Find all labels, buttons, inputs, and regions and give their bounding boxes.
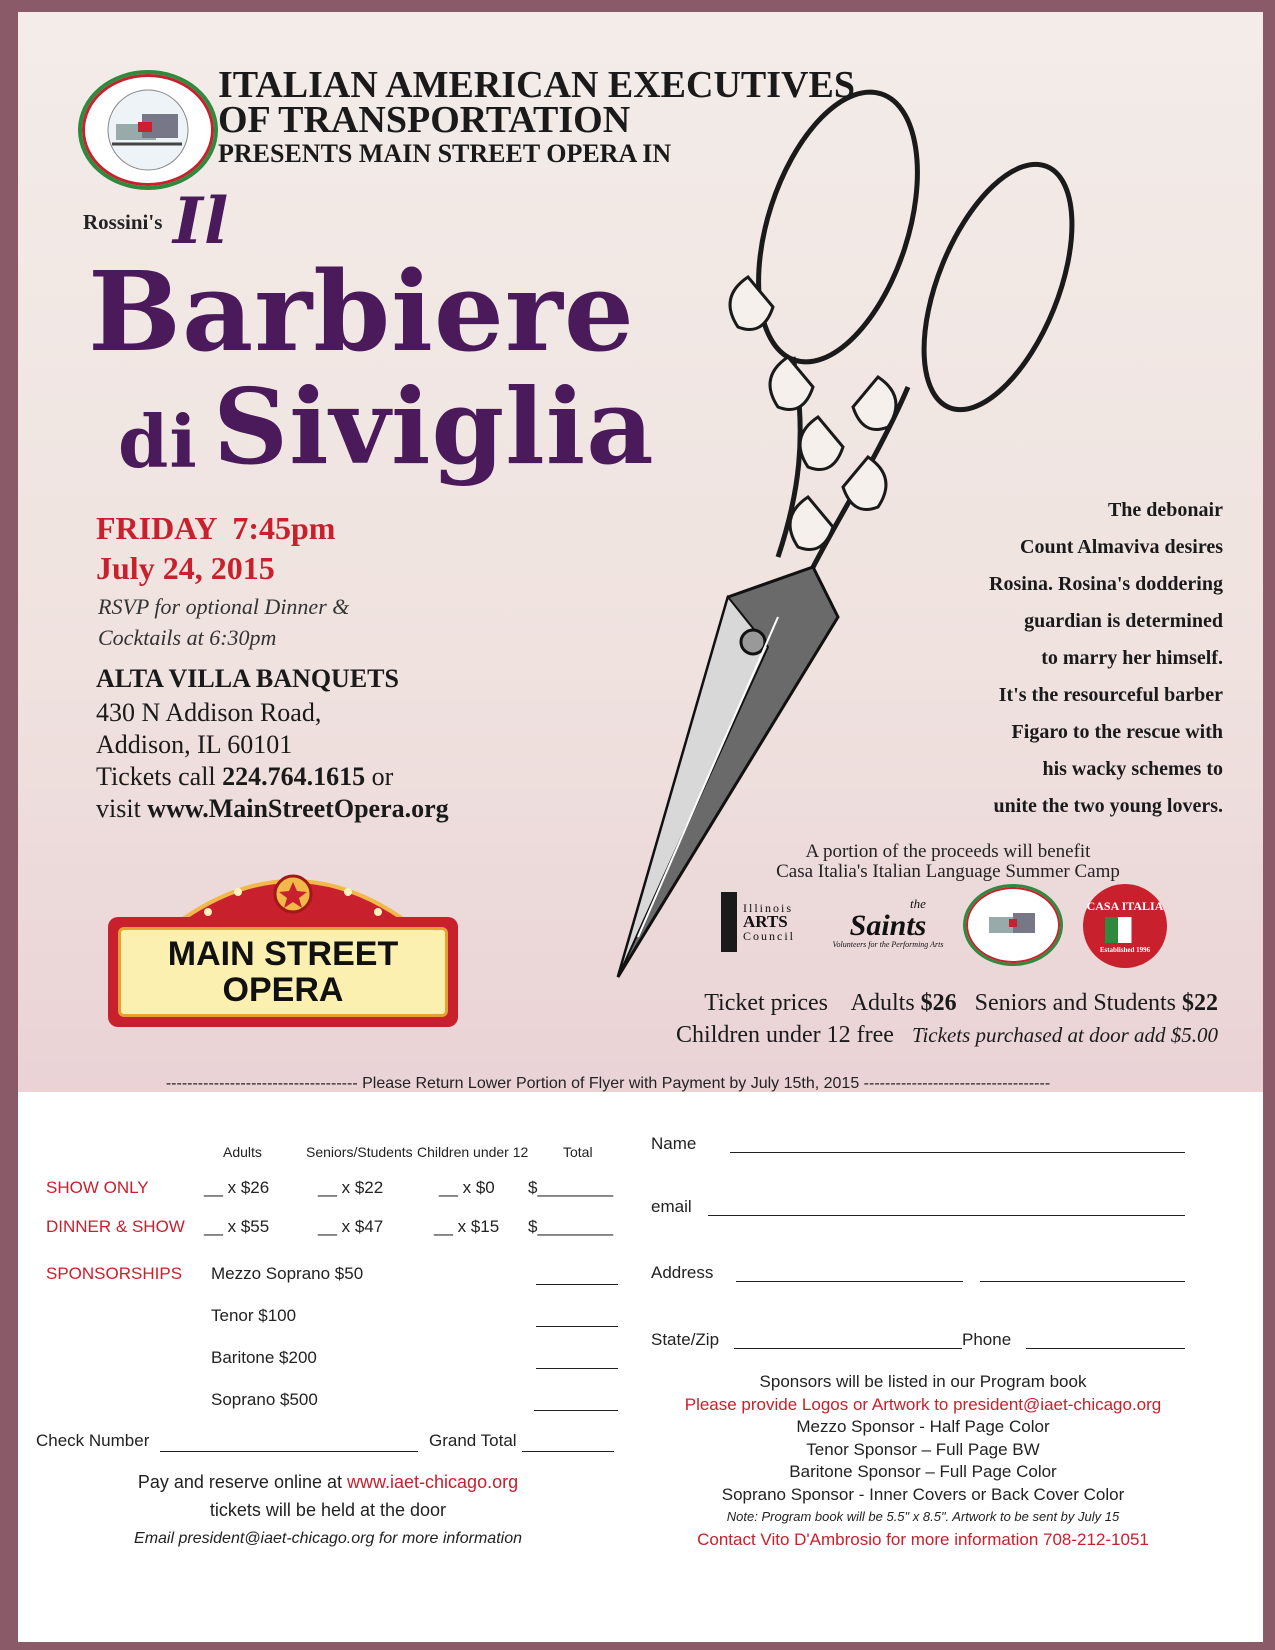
adults-label: Adults (850, 990, 921, 1016)
seniors-label: Seniors and Students (974, 990, 1182, 1016)
venue-name: ALTA VILLA BANQUETS (96, 664, 399, 693)
saints-name: Saints (849, 908, 927, 942)
show-only-label: SHOW ONLY (46, 1178, 149, 1197)
dinner-show-children-field[interactable]: __ x $15 (434, 1217, 500, 1236)
saints-logo (828, 887, 948, 957)
sponsorship-baritone: Baritone $200 (211, 1348, 317, 1367)
venue-address1: 430 N Addison Road, (96, 698, 322, 727)
synopsis-line: guardian is determined (1024, 610, 1223, 632)
sponsorship-tenor: Tenor $100 (211, 1306, 297, 1325)
proceeds-line2: Casa Italia's Italian Language Summer Camp (776, 861, 1120, 882)
children-door-line (676, 1022, 1218, 1049)
show-only-children-field[interactable]: __ x $0 (439, 1178, 495, 1197)
tickets-phone-line (96, 762, 393, 792)
pay-online-link[interactable]: www.iaet-chicago.org (347, 1472, 519, 1492)
name-field[interactable] (730, 1152, 1185, 1153)
title-di: di (118, 399, 198, 484)
dinner-show-label: DINNER & SHOW (46, 1217, 185, 1236)
show-only-total-field[interactable]: $________ (528, 1178, 614, 1197)
sponsor-note: Sponsors will be listed in our Program book (759, 1372, 1087, 1391)
sponsorship-soprano-amount[interactable] (534, 1410, 618, 1411)
show-only-seniors-field[interactable]: __ x $22 (318, 1178, 384, 1197)
website-link: www.MainStreetOpera.org (147, 794, 449, 823)
title-siviglia: Siviglia (213, 365, 655, 488)
synopsis-line: Rosina. Rosina's doddering (989, 573, 1223, 595)
synopsis-line: Figaro to the rescue with (1011, 721, 1223, 743)
name-label: Name (651, 1134, 697, 1153)
org-name-line1: ITALIAN AMERICAN EXECUTIVES (218, 64, 855, 106)
iaet-small-logo (963, 884, 1063, 966)
check-number-field[interactable] (160, 1451, 418, 1452)
casa-italia-name: CASA ITALIA (1086, 898, 1164, 913)
marquee-line1: MAIN STREET (167, 935, 399, 973)
sponsorship-mezzo-amount[interactable] (536, 1284, 618, 1285)
presents-line: PRESENTS MAIN STREET OPERA IN (218, 139, 672, 168)
synopsis (893, 492, 1223, 825)
return-instruction: ------------------------------------ Please Return Lower Portion of Flyer with Payment by July 15th, 2015 ----------------------------------- (165, 1075, 1051, 1092)
tickets-suffix: or (365, 762, 394, 791)
flyer (18, 12, 1263, 1642)
proceeds-line1: A portion of the proceeds will benefit (805, 841, 1091, 862)
org-name-line2: OF TRANSPORTATION (218, 99, 631, 141)
synopsis-line: Count Almaviva desires (1020, 536, 1223, 558)
casa-italia-est: Established 1996 (1099, 945, 1151, 954)
sponsorship-mezzo: Mezzo Soprano $50 (211, 1264, 364, 1283)
truck-icon (983, 905, 1043, 945)
address-label: Address (651, 1263, 714, 1282)
tickets-phone: 224.764.1615 (222, 762, 366, 791)
tickets-held-note: tickets will be held at the door (209, 1500, 447, 1520)
synopsis-line: unite the two young lovers. (993, 795, 1223, 817)
sponsor-note: Tenor Sponsor – Full Page BW (806, 1439, 1040, 1459)
rsvp-line2: Cocktails at 6:30pm (98, 625, 277, 650)
proceeds-note (748, 842, 1148, 882)
rsvp-line1: RSVP for optional Dinner & (98, 594, 350, 619)
door-surcharge: Tickets purchased at door add $5.00 (911, 1023, 1218, 1047)
address-field-2[interactable] (980, 1281, 1185, 1282)
event-day-time: FRIDAY 7:45pm (96, 510, 336, 546)
venue-address2: Addison, IL 60101 (96, 730, 293, 759)
composer: Rossini's (83, 210, 163, 234)
phone-label: Phone (962, 1330, 1012, 1349)
visit-prefix: visit (96, 794, 148, 823)
synopsis-line: The debonair (1107, 499, 1223, 521)
synopsis-line: It's the resourceful barber (998, 684, 1223, 706)
arts-council-line1: Illinois (743, 901, 794, 915)
check-number-label: Check Number (36, 1431, 150, 1450)
dinner-show-adults-field[interactable]: __ x $55 (204, 1217, 270, 1236)
statezip-field[interactable] (734, 1348, 962, 1349)
illinois-arts-council-logo (708, 887, 808, 957)
col-header-seniors: Seniors/Students (306, 1144, 413, 1160)
synopsis-line: to marry her himself. (1041, 647, 1223, 669)
ticket-prices-line (704, 990, 1218, 1017)
sponsor-notes (638, 1371, 1208, 1551)
email-label: email (651, 1197, 692, 1216)
event-date: July 24, 2015 (96, 550, 275, 586)
iaet-logo (78, 70, 218, 190)
email-info-note: Email president@iaet-chicago.org for more information (134, 1530, 522, 1547)
casa-italia-logo (1083, 884, 1167, 968)
dinner-show-total-field[interactable]: $________ (528, 1217, 614, 1236)
marquee-line2: OPERA (222, 971, 344, 1009)
col-header-adults: Adults (223, 1144, 262, 1160)
arts-council-figure-icon (721, 892, 737, 952)
contact-line: Contact Vito D'Ambrosio for more information 708-212-1051 (697, 1529, 1149, 1549)
address-field-1[interactable] (736, 1281, 963, 1282)
saints-tagline: Volunteers for the Performing Arts (832, 939, 944, 949)
show-only-adults-field[interactable]: __ x $26 (204, 1178, 270, 1197)
visit-line (96, 794, 449, 824)
pay-online-prefix: Pay and reserve online at (137, 1472, 348, 1492)
main-street-opera-marquee (108, 917, 458, 1027)
house-flag-icon (1105, 917, 1145, 943)
email-field[interactable] (708, 1215, 1185, 1216)
dinner-show-seniors-field[interactable]: __ x $47 (318, 1217, 384, 1236)
sponsorship-tenor-amount[interactable] (536, 1326, 618, 1327)
ticket-prices-label: Ticket prices (704, 990, 828, 1016)
sponsorships-label: SPONSORSHIPS (46, 1264, 183, 1283)
seniors-price: $22 (1182, 990, 1218, 1016)
sponsor-note: Mezzo Sponsor - Half Page Color (796, 1417, 1050, 1436)
tickets-prefix: Tickets call (96, 762, 223, 791)
sponsor-note: Please provide Logos or Artwork to president@iaet-chicago.org (684, 1394, 1162, 1414)
grand-total-field[interactable] (522, 1451, 614, 1452)
children-free: Children under 12 free (676, 1022, 894, 1048)
sponsor-note: Baritone Sponsor – Full Page Color (789, 1462, 1057, 1481)
title-il: Il (173, 184, 230, 259)
synopsis-line: his wacky schemes to (1042, 758, 1223, 780)
title-barbiere: Barbiere (88, 247, 635, 376)
saints-the: the (910, 895, 926, 911)
col-header-children: Children under 12 (417, 1144, 529, 1160)
grand-total-label: Grand Total (429, 1431, 517, 1450)
phone-field[interactable] (1026, 1348, 1185, 1349)
arts-council-line2: ARTS (743, 912, 788, 931)
pay-online-line (38, 1472, 618, 1493)
col-header-total: Total (563, 1144, 593, 1160)
program-book-note: Note: Program book will be 5.5" x 8.5". Artwork to be sent by July 15 (726, 1509, 1120, 1524)
arts-council-line3: Council (743, 929, 795, 943)
adults-price: $26 (920, 990, 957, 1016)
sponsorship-soprano: Soprano $500 (211, 1390, 318, 1409)
statezip-label: State/Zip (651, 1330, 720, 1349)
order-form (18, 1092, 1263, 1642)
sponsorship-baritone-amount[interactable] (536, 1368, 618, 1369)
sponsor-note: Soprano Sponsor - Inner Covers or Back Cover Color (721, 1484, 1125, 1504)
